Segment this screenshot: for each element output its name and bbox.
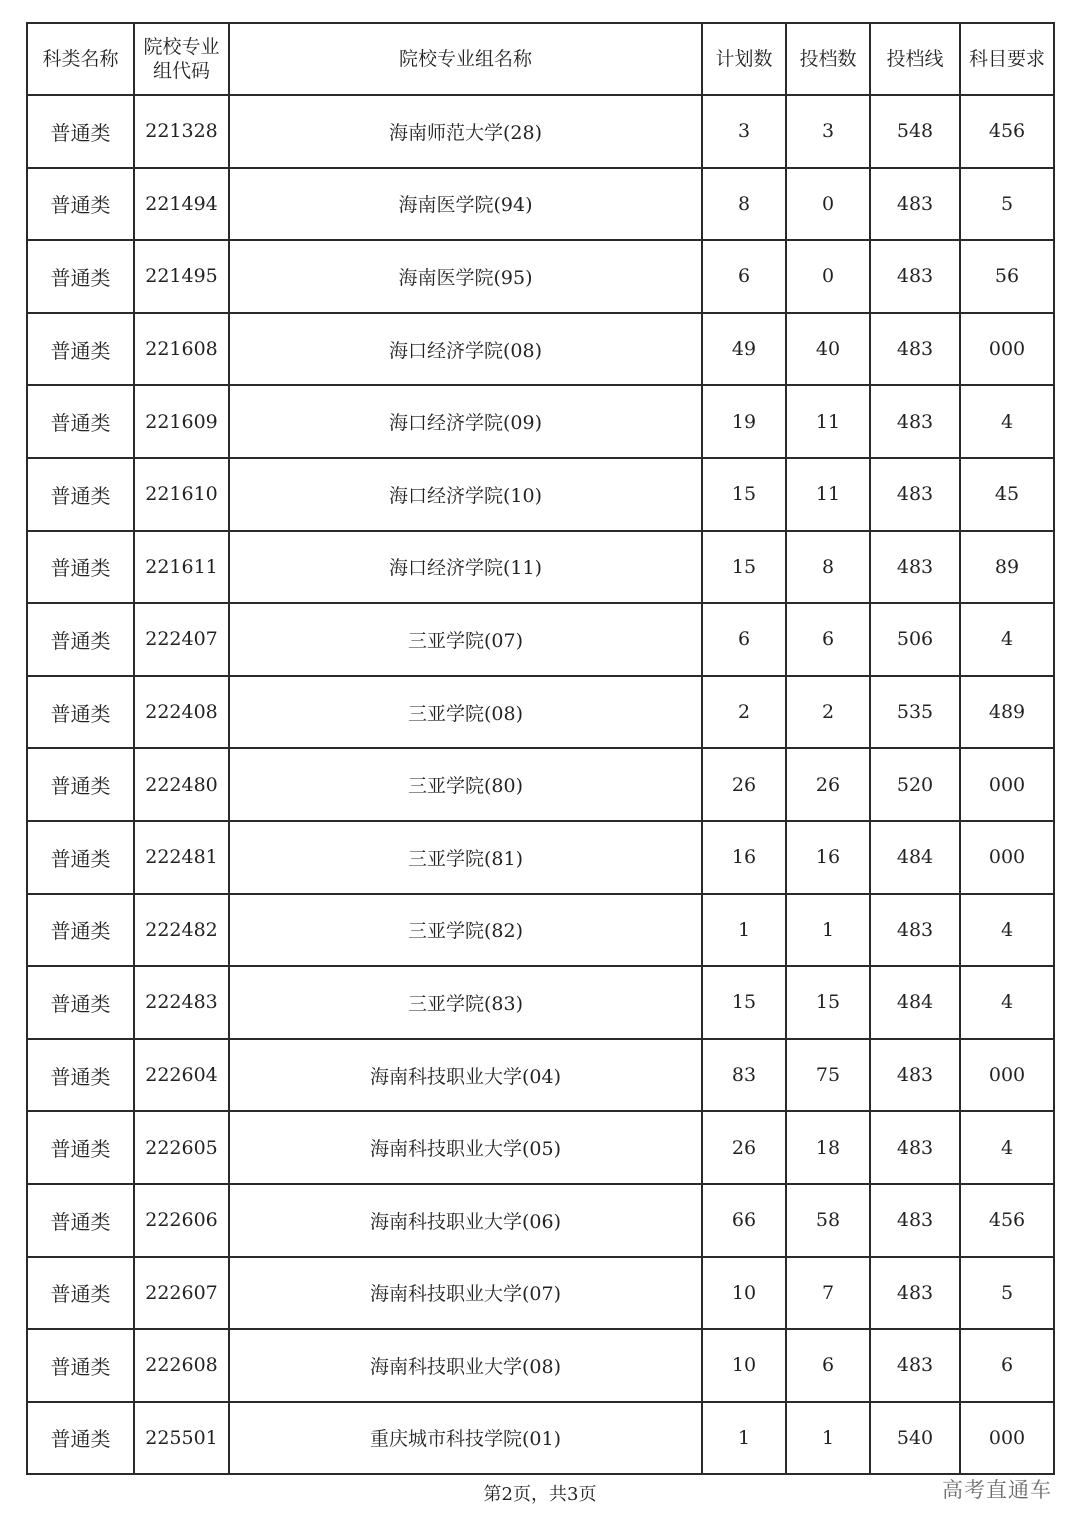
cell-group-name: 海南医学院(95): [229, 240, 702, 313]
cell-plan-count: 26: [702, 748, 786, 821]
cell-category: 普通类: [27, 966, 134, 1039]
cell-group-name: 海南科技职业大学(08): [229, 1329, 702, 1402]
cell-group-code: 222483: [134, 966, 229, 1039]
table-row: [27, 748, 1054, 821]
table-row: [27, 385, 1054, 458]
cell-group-name: 三亚学院(07): [229, 603, 702, 676]
cell-subject-requirement: 456: [960, 1184, 1054, 1257]
cell-group-name: 三亚学院(82): [229, 894, 702, 967]
cell-category: 普通类: [27, 1402, 134, 1475]
cell-plan-count: 15: [702, 531, 786, 604]
cell-group-name: 海口经济学院(11): [229, 531, 702, 604]
table-row: [27, 531, 1054, 604]
cell-cutoff-score: 483: [870, 1111, 960, 1184]
cell-subject-requirement: 4: [960, 385, 1054, 458]
table-row: [27, 240, 1054, 313]
cell-subject-requirement: 000: [960, 1039, 1054, 1112]
cell-admitted-count: 7: [786, 1257, 870, 1330]
cell-subject-requirement: 45: [960, 458, 1054, 531]
header-group-code-line1: 院校专业: [143, 36, 220, 58]
cell-plan-count: 16: [702, 821, 786, 894]
cell-admitted-count: 40: [786, 313, 870, 386]
cell-subject-requirement: 89: [960, 531, 1054, 604]
cell-group-name: 海口经济学院(10): [229, 458, 702, 531]
cell-group-name: 海南科技职业大学(07): [229, 1257, 702, 1330]
table-row: [27, 1402, 1054, 1475]
table-row: [27, 168, 1054, 241]
table-row: [27, 1111, 1054, 1184]
cell-subject-requirement: 000: [960, 1402, 1054, 1475]
cell-plan-count: 66: [702, 1184, 786, 1257]
cell-group-name: 海南医学院(94): [229, 168, 702, 241]
cell-group-code: 221610: [134, 458, 229, 531]
cell-group-code: 222481: [134, 821, 229, 894]
cell-category: 普通类: [27, 894, 134, 967]
cell-cutoff-score: 483: [870, 1329, 960, 1402]
table-row: [27, 313, 1054, 386]
cell-cutoff-score: 483: [870, 313, 960, 386]
cell-admitted-count: 18: [786, 1111, 870, 1184]
cell-cutoff-score: 483: [870, 385, 960, 458]
cell-subject-requirement: 6: [960, 1329, 1054, 1402]
table-row: [27, 966, 1054, 1039]
header-category: 科类名称: [27, 23, 134, 95]
cell-plan-count: 26: [702, 1111, 786, 1184]
cell-plan-count: 15: [702, 966, 786, 1039]
cell-category: 普通类: [27, 168, 134, 241]
header-group-code: [134, 23, 229, 95]
header-plan-count: 计划数: [702, 23, 786, 95]
cell-cutoff-score: 520: [870, 748, 960, 821]
cell-admitted-count: 11: [786, 458, 870, 531]
cell-admitted-count: 58: [786, 1184, 870, 1257]
cell-plan-count: 6: [702, 603, 786, 676]
cell-subject-requirement: 56: [960, 240, 1054, 313]
cell-admitted-count: 6: [786, 603, 870, 676]
cell-group-code: 221495: [134, 240, 229, 313]
table-row: [27, 603, 1054, 676]
cell-admitted-count: 3: [786, 95, 870, 168]
cell-plan-count: 1: [702, 1402, 786, 1475]
cell-admitted-count: 6: [786, 1329, 870, 1402]
cell-group-name: 三亚学院(81): [229, 821, 702, 894]
cell-group-code: 222605: [134, 1111, 229, 1184]
cell-group-name: 三亚学院(83): [229, 966, 702, 1039]
table-row: [27, 458, 1054, 531]
cell-category: 普通类: [27, 385, 134, 458]
cell-subject-requirement: 456: [960, 95, 1054, 168]
cell-cutoff-score: 483: [870, 1184, 960, 1257]
header-group-code-line2: 组代码: [152, 60, 210, 82]
cell-admitted-count: 11: [786, 385, 870, 458]
cell-group-code: 222482: [134, 894, 229, 967]
cell-group-name: 海南科技职业大学(06): [229, 1184, 702, 1257]
cell-subject-requirement: 000: [960, 313, 1054, 386]
cell-subject-requirement: 5: [960, 168, 1054, 241]
cell-category: 普通类: [27, 748, 134, 821]
cell-cutoff-score: 483: [870, 168, 960, 241]
cell-plan-count: 49: [702, 313, 786, 386]
table-row: [27, 1257, 1054, 1330]
cell-admitted-count: 0: [786, 240, 870, 313]
admission-table-container: [26, 22, 1053, 1475]
table-row: [27, 676, 1054, 749]
cell-category: 普通类: [27, 1111, 134, 1184]
cell-category: 普通类: [27, 1184, 134, 1257]
header-group-name: 院校专业组名称: [229, 23, 702, 95]
cell-cutoff-score: 484: [870, 821, 960, 894]
header-admitted-count: 投档数: [786, 23, 870, 95]
cell-category: 普通类: [27, 1257, 134, 1330]
cell-plan-count: 3: [702, 95, 786, 168]
page-number: 第2页，共3页: [483, 1484, 597, 1505]
cell-subject-requirement: 4: [960, 1111, 1054, 1184]
cell-group-code: 222407: [134, 603, 229, 676]
cell-admitted-count: 1: [786, 1402, 870, 1475]
cell-group-name: 三亚学院(08): [229, 676, 702, 749]
cell-admitted-count: 16: [786, 821, 870, 894]
table-row: [27, 1329, 1054, 1402]
table-row: [27, 95, 1054, 168]
cell-cutoff-score: 484: [870, 966, 960, 1039]
cell-cutoff-score: 506: [870, 603, 960, 676]
cell-plan-count: 8: [702, 168, 786, 241]
cell-group-code: 221611: [134, 531, 229, 604]
cell-group-code: 222608: [134, 1329, 229, 1402]
cell-group-code: 222607: [134, 1257, 229, 1330]
cell-subject-requirement: 000: [960, 748, 1054, 821]
header-cutoff-score: 投档线: [870, 23, 960, 95]
cell-group-name: 海口经济学院(08): [229, 313, 702, 386]
cell-group-name: 重庆城市科技学院(01): [229, 1402, 702, 1475]
cell-group-code: 221494: [134, 168, 229, 241]
admission-table: [26, 22, 1055, 1475]
cell-group-name: 海南科技职业大学(05): [229, 1111, 702, 1184]
cell-subject-requirement: 4: [960, 603, 1054, 676]
cell-plan-count: 2: [702, 676, 786, 749]
cell-plan-count: 10: [702, 1257, 786, 1330]
header-subject-requirement: 科目要求: [960, 23, 1054, 95]
cell-plan-count: 19: [702, 385, 786, 458]
cell-category: 普通类: [27, 676, 134, 749]
cell-cutoff-score: 548: [870, 95, 960, 168]
cell-category: 普通类: [27, 1039, 134, 1112]
table-body: [27, 95, 1054, 1474]
cell-cutoff-score: 535: [870, 676, 960, 749]
cell-category: 普通类: [27, 95, 134, 168]
cell-group-name: 海南科技职业大学(04): [229, 1039, 702, 1112]
cell-group-code: 222604: [134, 1039, 229, 1112]
cell-cutoff-score: 540: [870, 1402, 960, 1475]
cell-admitted-count: 26: [786, 748, 870, 821]
cell-subject-requirement: 4: [960, 966, 1054, 1039]
cell-admitted-count: 1: [786, 894, 870, 967]
cell-group-code: 225501: [134, 1402, 229, 1475]
cell-admitted-count: 75: [786, 1039, 870, 1112]
cell-admitted-count: 0: [786, 168, 870, 241]
cell-group-code: 222480: [134, 748, 229, 821]
cell-category: 普通类: [27, 240, 134, 313]
cell-cutoff-score: 483: [870, 240, 960, 313]
cell-category: 普通类: [27, 531, 134, 604]
cell-group-name: 海南师范大学(28): [229, 95, 702, 168]
table-row: [27, 1184, 1054, 1257]
cell-group-code: 222606: [134, 1184, 229, 1257]
table-row: [27, 1039, 1054, 1112]
cell-plan-count: 10: [702, 1329, 786, 1402]
cell-group-name: 海口经济学院(09): [229, 385, 702, 458]
table-row: [27, 821, 1054, 894]
cell-admitted-count: 8: [786, 531, 870, 604]
cell-category: 普通类: [27, 1329, 134, 1402]
watermark: 高考直通车: [942, 1478, 1052, 1502]
cell-plan-count: 15: [702, 458, 786, 531]
cell-category: 普通类: [27, 821, 134, 894]
cell-group-code: 222408: [134, 676, 229, 749]
cell-category: 普通类: [27, 458, 134, 531]
cell-plan-count: 1: [702, 894, 786, 967]
cell-admitted-count: 15: [786, 966, 870, 1039]
cell-cutoff-score: 483: [870, 458, 960, 531]
cell-group-name: 三亚学院(80): [229, 748, 702, 821]
cell-plan-count: 6: [702, 240, 786, 313]
cell-cutoff-score: 483: [870, 1039, 960, 1112]
cell-cutoff-score: 483: [870, 531, 960, 604]
cell-admitted-count: 2: [786, 676, 870, 749]
cell-subject-requirement: 5: [960, 1257, 1054, 1330]
table-row: [27, 894, 1054, 967]
cell-group-code: 221608: [134, 313, 229, 386]
table-header-row: [27, 23, 1054, 95]
cell-category: 普通类: [27, 313, 134, 386]
cell-subject-requirement: 4: [960, 894, 1054, 967]
cell-category: 普通类: [27, 603, 134, 676]
cell-subject-requirement: 000: [960, 821, 1054, 894]
cell-cutoff-score: 483: [870, 1257, 960, 1330]
cell-group-code: 221609: [134, 385, 229, 458]
cell-subject-requirement: 489: [960, 676, 1054, 749]
cell-group-code: 221328: [134, 95, 229, 168]
cell-cutoff-score: 483: [870, 894, 960, 967]
cell-plan-count: 83: [702, 1039, 786, 1112]
